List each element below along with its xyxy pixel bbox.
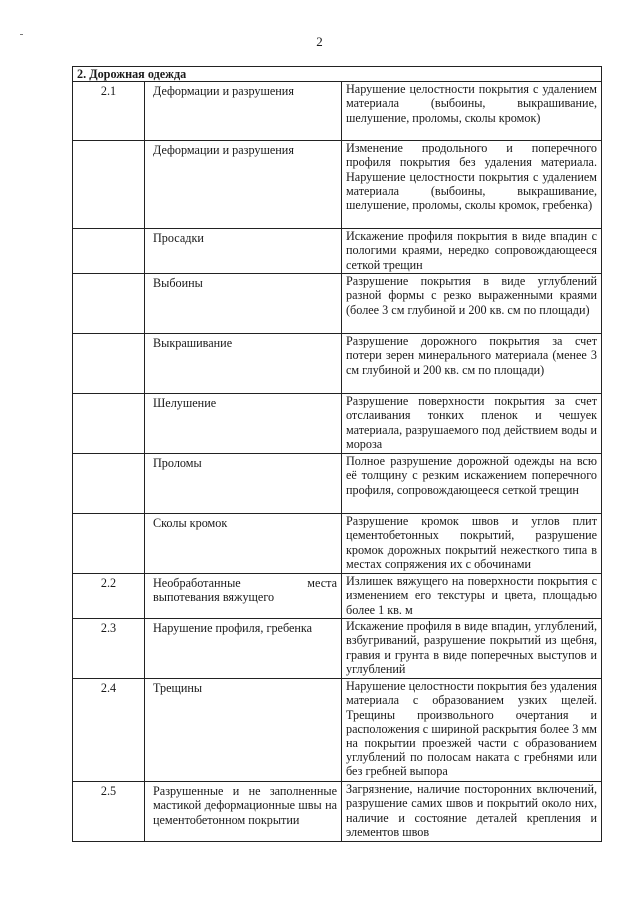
table-row	[73, 574, 602, 619]
defect-description: Разрушение кромок швов и углов плит цементобетонных покрытий, разрушение кромок дорожных покрытий нежесткого типа в местах сопряжения их с обочинами	[342, 514, 602, 574]
table-row	[73, 782, 602, 842]
row-number	[73, 274, 145, 334]
row-number	[73, 229, 145, 274]
defect-name: Сколы кромок	[145, 514, 342, 574]
defect-name: Деформации и разрушения	[145, 141, 342, 229]
defect-description: Разрушение дорожного покрытия за счет потери зерен минерального материала (менее 3 см глубиной и 200 кв. см по площади)	[342, 334, 602, 394]
row-number	[73, 141, 145, 229]
defect-description: Нарушение целостности покрытия с удалением материала (выбоины, выкрашивание, шелушение, проломы, сколы кромок)	[342, 82, 602, 141]
table-row	[73, 274, 602, 334]
defect-name: Необработанные места выпотевания вяжущего	[145, 574, 342, 619]
defect-description: Нарушение целостности покрытия без удаления материала с образованием узких щелей. Трещины произвольного очертания и расположения с шириной раскрытия более 3 мм на покрытии проезжей части с образованием углублений по полосам наката с гребнями или без гребней выпора	[342, 679, 602, 782]
defect-description: Разрушение поверхности покрытия за счет отслаивания тонких пленок и чешуек материала, разрушаемого под действием воды и мороза	[342, 394, 602, 454]
defect-description: Излишек вяжущего на поверхности покрытия с изменением его текстуры и цвета, площадью более 1 кв. м	[342, 574, 602, 619]
defect-description: Загрязнение, наличие посторонних включений, разрушение самих швов и покрытий около них, наличие и состояние деталей крепления и элементов швов	[342, 782, 602, 842]
defect-name: Нарушение профиля, гребенка	[145, 619, 342, 679]
section-title: 2. Дорожная одежда	[73, 67, 602, 82]
defect-name: Деформации и разрушения	[145, 82, 342, 141]
defect-description: Разрушение покрытия в виде углублений разной формы с резко выраженными краями (более 3 см глубиной и 200 кв. см по площади)	[342, 274, 602, 334]
row-number: 2.5	[73, 782, 145, 842]
defect-name: Разрушенные и не заполненные мастикой деформационные швы на цементобетонном покрытии	[145, 782, 342, 842]
table-row	[73, 619, 602, 679]
page-number: 2	[316, 34, 323, 49]
defect-description: Полное разрушение дорожной одежды на всю её толщину с резким искажением поперечного профиля, сопровождающееся сеткой трещин	[342, 454, 602, 514]
row-number	[73, 394, 145, 454]
table-row	[73, 679, 602, 782]
row-number	[73, 514, 145, 574]
row-number: 2.4	[73, 679, 145, 782]
defect-description: Искажение профиля покрытия в виде впадин с пологими краями, нередко сопровождающееся сеткой трещин	[342, 229, 602, 274]
defect-description: Изменение продольного и поперечного профиля покрытия без удаления материала. Нарушение целостности покрытия с удалением материала (выбоины, выкрашивание, шелушение, проломы, сколы кромок, гребенка)	[342, 141, 602, 229]
table-row	[73, 454, 602, 514]
table-row	[73, 394, 602, 454]
section-header-row	[73, 67, 602, 82]
defects-table	[72, 66, 602, 842]
row-number: 2.1	[73, 82, 145, 141]
row-number: 2.3	[73, 619, 145, 679]
defect-name: Трещины	[145, 679, 342, 782]
defect-name: Проломы	[145, 454, 342, 514]
row-number	[73, 454, 145, 514]
defect-name: Просадки	[145, 229, 342, 274]
defect-name: Выкрашивание	[145, 334, 342, 394]
defect-name: Шелушение	[145, 394, 342, 454]
row-number	[73, 334, 145, 394]
defect-description: Искажение профиля в виде впадин, углублений, взбугриваний, разрушение покрытий из щебня, гравия и грунта в виде поперечных выступов и углублений	[342, 619, 602, 679]
table-row	[73, 82, 602, 141]
table-row	[73, 514, 602, 574]
row-number: 2.2	[73, 574, 145, 619]
table-row	[73, 229, 602, 274]
table-row	[73, 334, 602, 394]
defect-name: Выбоины	[145, 274, 342, 334]
table-row	[73, 141, 602, 229]
